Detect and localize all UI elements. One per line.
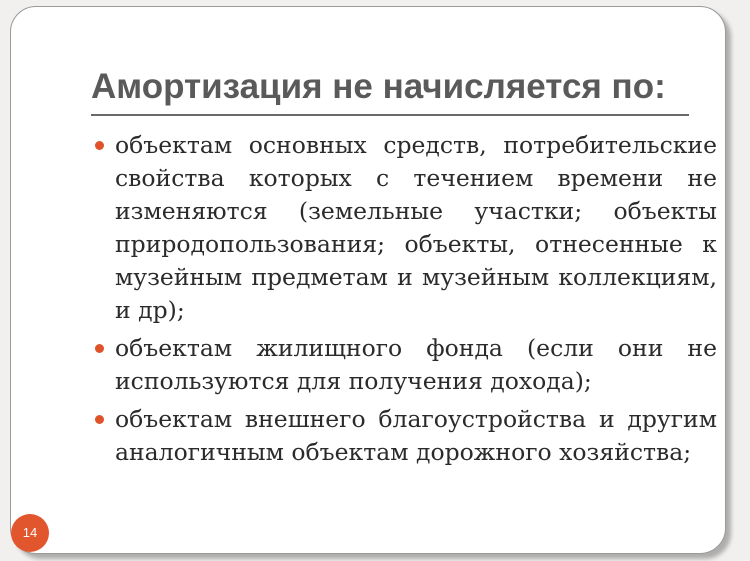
slide-title: Амортизация не начисляется по:	[91, 67, 666, 106]
list-item	[91, 332, 717, 398]
bullet-dot-icon	[95, 344, 104, 353]
title-underline	[91, 114, 689, 116]
bullet-dot-icon	[95, 141, 104, 150]
list-item-text: объектам жилищного фонда (если они не используются для получения дохода);	[115, 334, 717, 395]
slide	[10, 6, 726, 554]
slide-number-badge: 14	[11, 514, 49, 552]
list-item	[91, 403, 717, 469]
list-item	[91, 129, 717, 327]
list-item-text: объектам основных средств, потребительские свойства которых с течением времени не изменяются (земельные участки; объекты природопользования; объекты, отнесенные к музейным предметам и музейным коллекциям, и др);	[115, 131, 717, 324]
list-item-text: объектам внешнего благоустройства и другим аналогичным объектам дорожного хозяйства;	[115, 405, 717, 466]
bullet-list	[91, 129, 717, 474]
bullet-dot-icon	[95, 415, 104, 424]
